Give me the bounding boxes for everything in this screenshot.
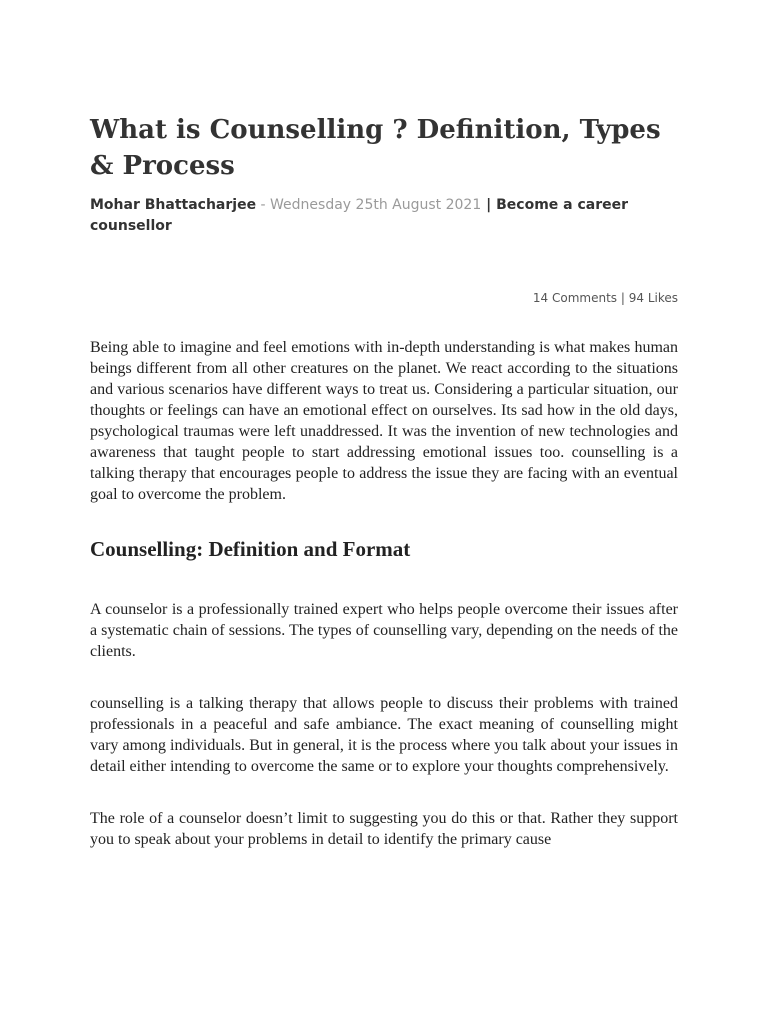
section-paragraph: A counselor is a professionally trained expert who helps people overcome their issues after a systematic chain of sessions. The types of counselling vary, depending on the needs of the clients. [90, 601, 678, 660]
article [90, 112, 678, 850]
stats-divider: | [617, 291, 629, 305]
date-separator: - [256, 197, 271, 213]
byline-divider: | [481, 197, 497, 213]
byline [90, 195, 678, 237]
become-counsellor-link[interactable]: Become a career counsellor [90, 197, 629, 234]
section-paragraph: The role of a counselor doesn’t limit to suggesting you do this or that. Rather they support you to speak about your problems in detail to identify the primary cause [90, 810, 678, 848]
likes-link[interactable]: 94 Likes [628, 291, 678, 305]
article-title: What is Counselling ? Definition, Types & Process [90, 115, 661, 181]
publish-date: Wednesday 25th August 2021 [270, 197, 482, 213]
section-paragraph: counselling is a talking therapy that allows people to discuss their problems with trained professionals in a peaceful and safe ambiance. The exact meaning of counselling might vary among individuals. But in general, it is the process where you talk about your issues in detail either intending to overcome the same or to explore your thoughts comprehensively. [90, 695, 678, 775]
engagement-stats [90, 289, 678, 307]
author-link[interactable]: Mohar Bhattacharjee [90, 197, 257, 213]
intro-paragraph: Being able to imagine and feel emotions with in-depth understanding is what makes human beings different from all other creatures on the planet. We react according to the situations and various scenarios have different ways to treat us. Considering a particular situation, our thoughts or feelings can have an emotional effect on ourselves. Its sad how in the old days, psychological traumas were left unaddressed. It was the invention of new technologies and awareness that taught people to start addressing emotional issues too. counselling is a talking therapy that encourages people to address the issue they are facing with an eventual goal to overcome the problem. [90, 339, 678, 503]
section-heading: Counselling: Definition and Format [90, 537, 411, 561]
comments-link[interactable]: 14 Comments [532, 291, 618, 305]
